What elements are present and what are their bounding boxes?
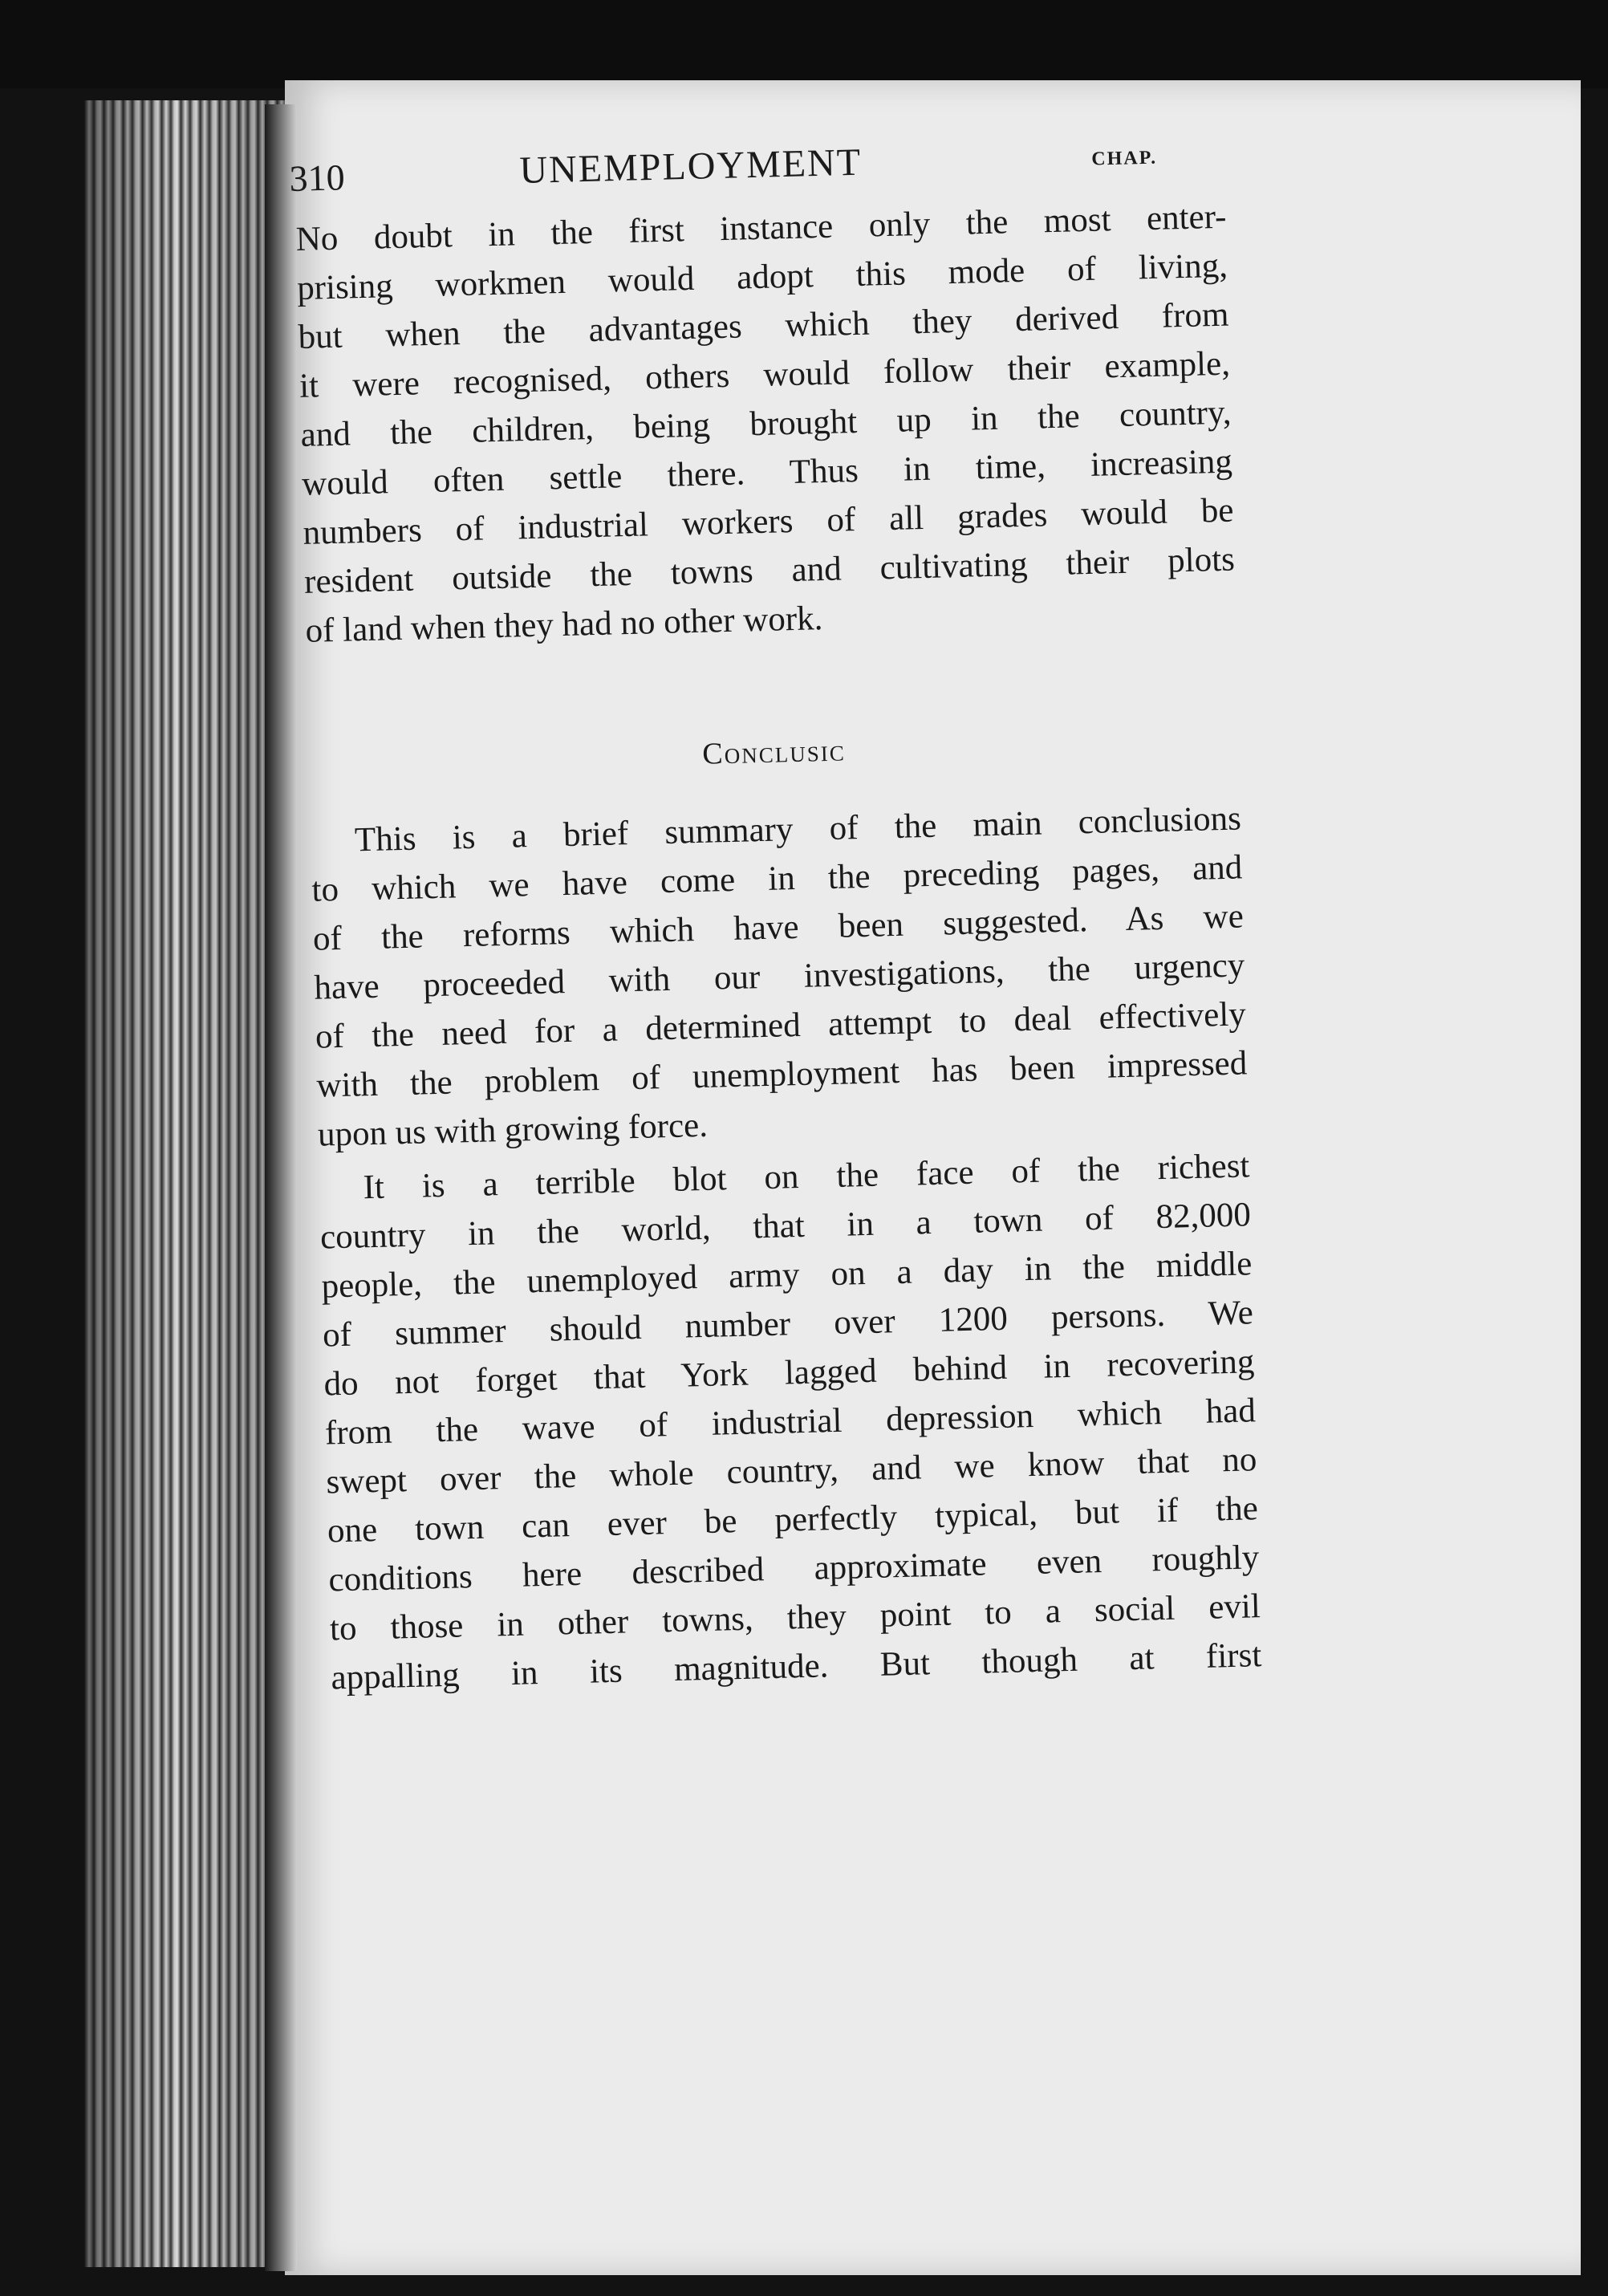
- text-line: It is a terrible blot on the face of the richest: [363, 1147, 1250, 1207]
- text-line: people, the unemployed army on a day in the middle: [321, 1245, 1253, 1306]
- text-line: have proceeded with our investigations, the urgency: [313, 946, 1245, 1007]
- chapter-label: CHAP.: [1091, 147, 1158, 170]
- text-line: numbers of industrial workers of all grades would be: [303, 491, 1234, 552]
- text-line: conditions here described approximate even roughly: [327, 1538, 1260, 1599]
- scan-border: [0, 0, 1608, 88]
- book-gutter: [265, 104, 297, 2271]
- text-line: and the children, being brought up in the country,: [300, 393, 1232, 454]
- text-line: would often settle there. Thus in time, increasing: [301, 442, 1233, 503]
- body-text: [295, 193, 1262, 1703]
- text-line: do not forget that York lagged behind in recovering: [323, 1343, 1255, 1404]
- text-line: one town can ever be perfectly typical, but if the: [327, 1489, 1259, 1550]
- text-line: from the wave of industrial depression which had: [324, 1392, 1257, 1453]
- text-line: of the need for a determined attempt to deal effectively: [315, 995, 1247, 1056]
- text-line: prising workmen would adopt this mode of living,: [296, 246, 1228, 307]
- paragraph-continuation: [295, 193, 1236, 656]
- text-line: No doubt in the first instance only the most enter-: [295, 197, 1227, 258]
- text-line: appalling in its magnitude. But though at first: [330, 1636, 1262, 1697]
- page-number: 310: [289, 156, 346, 199]
- text-line: resident outside the towns and cultivating their plots: [303, 540, 1236, 601]
- text-line: country in the world, that in a town of 82,000: [319, 1196, 1252, 1257]
- text-line: swept over the whole country, and we know that no: [326, 1441, 1257, 1502]
- section-heading: Conclusic: [701, 734, 847, 771]
- text-line: This is a brief summary of the main conclusions: [354, 799, 1242, 859]
- text-line: with the problem of unemployment has been impressed: [315, 1044, 1248, 1105]
- book-page-edges-shadow: [84, 100, 285, 2267]
- text-line: it were recognised, others would follow their example,: [298, 344, 1231, 405]
- text-line: to those in other towns, they point to a social evil: [329, 1587, 1261, 1648]
- running-title: UNEMPLOYMENT: [518, 140, 863, 192]
- text-line: upon us with growing force.: [317, 1106, 709, 1154]
- text-line: of land when they had no other work.: [305, 599, 823, 650]
- text-line: but when the advantages which they derived from: [298, 295, 1229, 356]
- text-line: of summer should number over 1200 persons. We: [322, 1294, 1254, 1355]
- paragraph-blot: [319, 1141, 1262, 1702]
- text-line: of the reforms which have been suggested. As we: [312, 897, 1245, 958]
- text-line: to which we have come in the preceding pages, and: [311, 848, 1243, 909]
- paragraph-summary: [310, 794, 1249, 1159]
